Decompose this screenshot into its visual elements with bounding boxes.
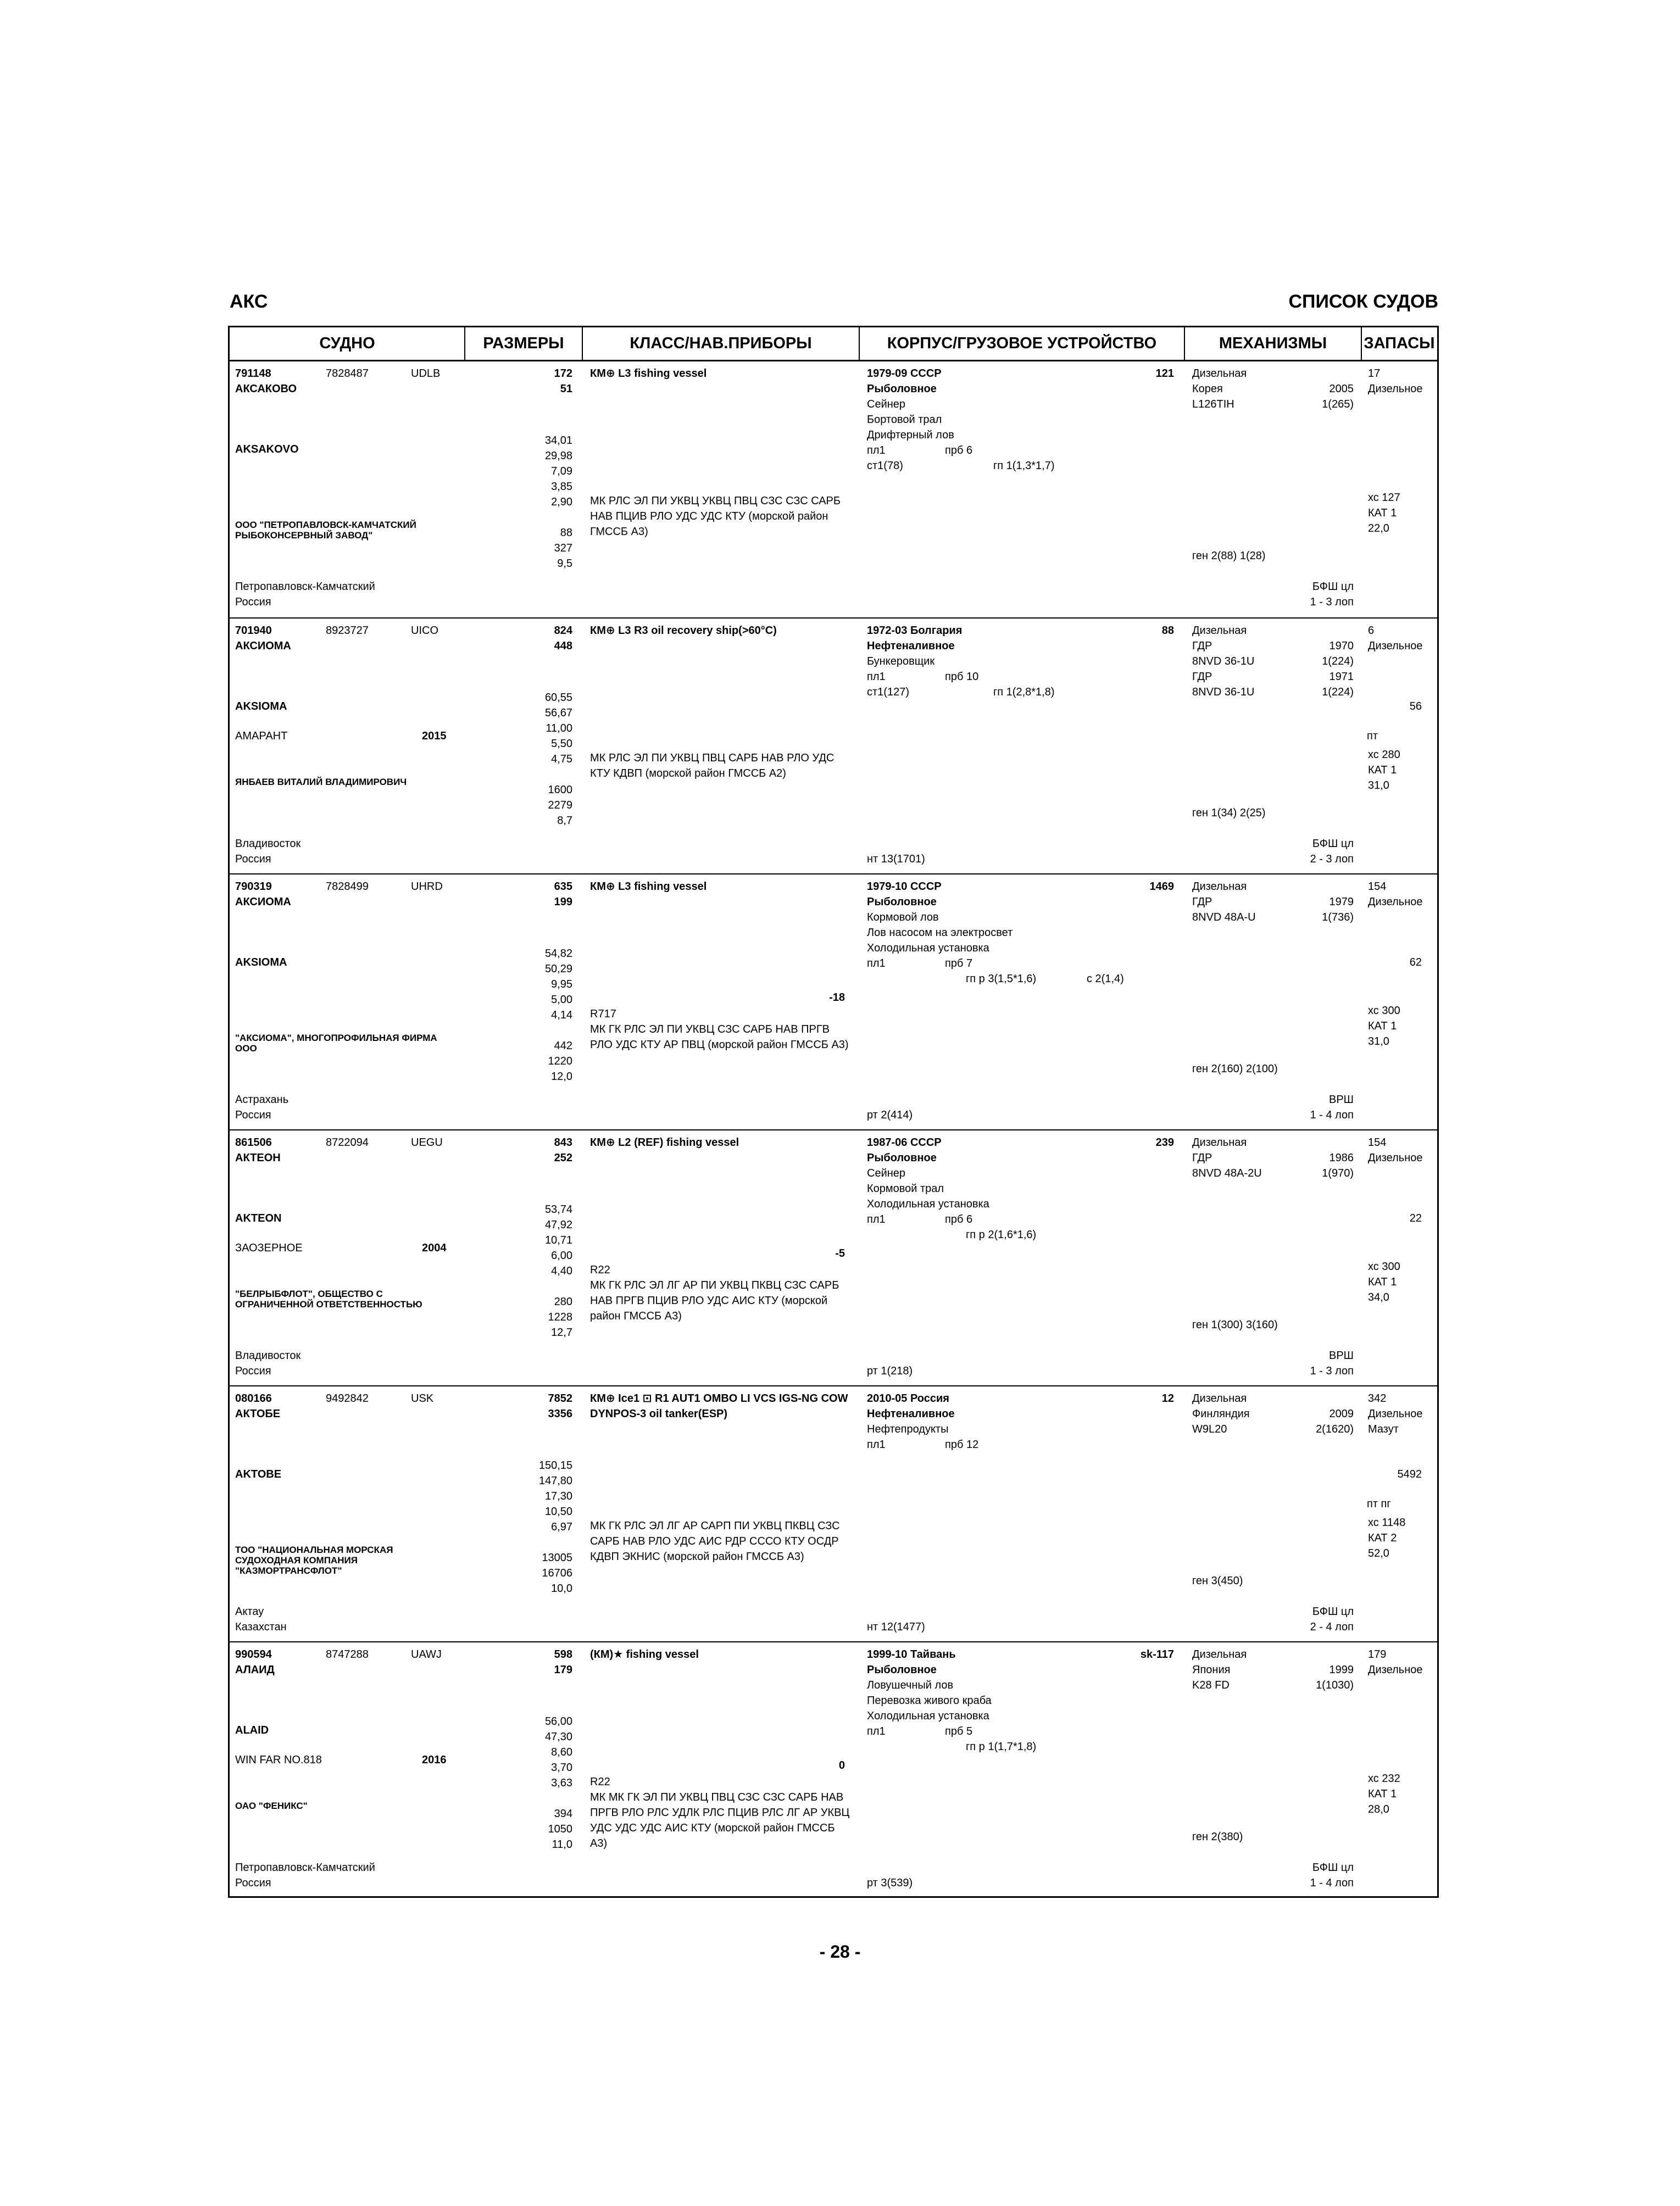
hull-tanks: рт 3(539) (867, 1877, 913, 1889)
hull-cargo-gear: ст1(78) (867, 460, 903, 472)
supplies-class: КАТ 1 (1368, 1020, 1397, 1032)
dimension-value: 2279 (548, 799, 572, 811)
column-divider (1184, 327, 1185, 361)
dimension-value: 9,95 (551, 978, 572, 990)
vessel-owner: ЯНБАЕВ ВИТАЛИЙ ВЛАДИМИРОВИЧ (235, 777, 407, 787)
dimension-value: 598 (554, 1648, 572, 1661)
vessel-reg-number: 701940 (235, 625, 272, 637)
hull-deck: пл1 (867, 444, 886, 456)
hull-type: Холодильная установка (867, 1198, 989, 1210)
hull-bulkheads: прб 5 (945, 1725, 973, 1737)
dimension-value: 51 (560, 383, 572, 395)
class-notation: (КМ)★ fishing vessel (590, 1648, 699, 1661)
vessel-name-latin: AKTOBE (235, 1468, 282, 1480)
machinery-detail: 1970 (1329, 640, 1354, 652)
vessel-record (230, 873, 1437, 1129)
propeller-blades: 1 - 3 лоп (1310, 1365, 1354, 1377)
supplies-fuel: Дизельное (1368, 1152, 1423, 1164)
vessel-country: Россия (235, 1109, 271, 1121)
supplies-class: хс 300 (1368, 1261, 1400, 1273)
build-year-country: 1972-03 Болгария (867, 625, 963, 637)
dimension-value: 56,00 (544, 1715, 572, 1728)
dimension-value: 4,75 (551, 753, 572, 765)
machinery-generators: ген 2(160) 2(100) (1192, 1063, 1278, 1075)
hull-bulkheads: прб 7 (945, 957, 973, 970)
vessel-former-year: 2016 (422, 1754, 447, 1766)
navigation-equipment: МК ГК РЛС ЭЛ ЛГ АР САРП ПИ УКВЦ ПКВЦ СЗС САРБ НАВ РЛО УДС АИС РДР СССО КТУ ОСДР КДВП ЭКНИС (морской район ГМССБ А3) (590, 1520, 840, 1563)
vessel-name: АЛАИД (235, 1664, 275, 1676)
column-header-machinery: МЕХАНИЗМЫ (1184, 327, 1361, 361)
vessel-port: Петропавловск-Камчатский (235, 581, 375, 593)
propeller-type: БФШ цл (1312, 581, 1354, 593)
column-header-dimensions: РАЗМЕРЫ (465, 327, 582, 361)
supplies-value: 154 (1368, 881, 1387, 893)
build-number: sk-117 (1140, 1648, 1174, 1661)
dimension-value: 12,7 (551, 1327, 572, 1339)
supplies-class: КАТ 1 (1368, 1276, 1397, 1288)
propeller-type: ВРШ (1328, 1350, 1354, 1362)
dimension-value: 54,82 (544, 948, 572, 960)
vessel-former-name: ЗАОЗЕРНОЕ (235, 1242, 303, 1254)
dimension-value: 824 (554, 625, 572, 637)
vessel-reg-number: 861506 (235, 1137, 272, 1149)
vessel-imo-number: 7828487 (326, 367, 369, 380)
supplies-class: 52,0 (1368, 1547, 1389, 1559)
hull-type: Рыболовное (867, 1664, 937, 1676)
build-year-country: 2010-05 Россия (867, 1392, 949, 1405)
dimension-value: 13005 (542, 1552, 572, 1564)
machinery-type: Дизельная (1192, 1392, 1247, 1405)
navigation-equipment: МК РЛС ЭЛ ПИ УКВЦ УКВЦ ПВЦ СЗС СЗС САРБ НАВ ПЦИВ РЛО УДС УДС КТУ (морской район ГМССБ А3) (590, 495, 841, 538)
vessel-former-name: WIN FAR NO.818 (235, 1754, 322, 1766)
vessel-owner: "БЕЛРЫБФЛОТ", ОБЩЕСТВО С ОГРАНИЧЕННОЙ ОТВЕТСТВЕННОСТЬЮ (235, 1289, 422, 1310)
machinery-detail: 1(1030) (1316, 1679, 1354, 1691)
propeller-type: БФШ цл (1312, 1606, 1354, 1618)
dimension-value: 1220 (548, 1055, 572, 1067)
dimension-value: 6,97 (551, 1521, 572, 1533)
vessel-record (230, 1385, 1437, 1641)
vessel-port: Петропавловск-Камчатский (235, 1862, 375, 1874)
propeller-blades: 1 - 3 лоп (1310, 596, 1354, 608)
machinery-detail: 8NVD 48A-2U (1192, 1167, 1262, 1179)
class-notation: КМ⊕ Ice1 ⊡ R1 AUT1 OMBO LI VCS IGS-NG COW DYNPOS-3 oil tanker(ESP) (590, 1392, 848, 1420)
hull-hatches: гп 1(1,3*1,7) (993, 460, 1055, 472)
dimension-value: 34,01 (544, 434, 572, 447)
supplies-class: КАТ 1 (1368, 507, 1397, 519)
hull-hatches: гп р 2(1,6*1,6) (966, 1229, 1037, 1241)
supplies-fuel: Дизельное (1368, 1408, 1423, 1420)
dimension-value: 3,63 (551, 1777, 572, 1789)
vessel-port: Владивосток (235, 1350, 301, 1362)
machinery-detail: 1979 (1329, 896, 1354, 908)
dimension-value: 88 (560, 527, 572, 539)
navigation-equipment: МК РЛС ЭЛ ПИ УКВЦ ПВЦ САРБ НАВ РЛО УДС КТУ КДВП (морской район ГМССБ А2) (590, 752, 835, 779)
build-year-country: 1979-10 СССР (867, 881, 942, 893)
supplies-class: КАТ 1 (1368, 1788, 1397, 1800)
machinery-detail: Корея (1192, 383, 1223, 395)
supplies-class: 28,0 (1368, 1803, 1389, 1815)
vessel-record (230, 361, 1437, 617)
machinery-detail: Япония (1192, 1664, 1231, 1676)
machinery-detail: 2005 (1329, 383, 1354, 395)
build-year-country: 1987-06 СССР (867, 1137, 942, 1149)
dimension-value: 442 (554, 1040, 572, 1052)
dimension-value: 150,15 (538, 1459, 572, 1472)
vessel-callsign: UDLB (411, 367, 441, 380)
hull-type: Дрифтерный лов (867, 429, 954, 441)
dimension-value: 29,98 (544, 450, 572, 462)
hull-bulkheads: прб 6 (945, 444, 973, 456)
machinery-detail: 1971 (1329, 671, 1354, 683)
hull-type: Перевозка живого краба (867, 1695, 992, 1707)
machinery-generators: ген 1(34) 2(25) (1192, 807, 1266, 819)
vessel-country: Россия (235, 596, 271, 608)
propeller-blades: 2 - 4 лоп (1310, 1621, 1354, 1633)
column-divider (464, 327, 465, 361)
column-divider (582, 327, 583, 361)
vessel-imo-number: 9492842 (326, 1392, 369, 1405)
draft-mark: -18 (829, 991, 845, 1004)
machinery-detail: 1(970) (1322, 1167, 1354, 1179)
machinery-detail: 8NVD 36-1U (1192, 686, 1255, 698)
dimension-value: 179 (554, 1664, 572, 1676)
machinery-detail: 2009 (1329, 1408, 1354, 1420)
supplies-value: 5492 (1397, 1468, 1422, 1480)
supplies-class: КАТ 2 (1368, 1532, 1397, 1544)
supplies-class: хс 232 (1368, 1773, 1400, 1785)
hull-hatches: гп 1(2,8*1,8) (993, 686, 1055, 698)
supplies-class: 22,0 (1368, 522, 1389, 534)
vessel-callsign: UAWJ (411, 1648, 442, 1661)
vessel-name: АКСИОМА (235, 640, 291, 652)
vessel-country: Россия (235, 1365, 271, 1377)
hull-bulkheads: прб 12 (945, 1439, 979, 1451)
build-number: 239 (1155, 1137, 1174, 1149)
hull-type: Кормовой трал (867, 1183, 944, 1195)
dimension-value: 16706 (542, 1567, 572, 1579)
navigation-equipment: МК МК ГК ЭЛ ПИ УКВЦ ПВЦ СЗС СЗС САРБ НАВ ПРГВ РЛО РЛС УДЛК РЛС ПЦИВ РЛС ЛГ АР УКВЦ УДС УДС УДС АИС КТУ (морской район ГМССБ А3) (590, 1791, 850, 1850)
propeller-type: ВРШ (1328, 1094, 1354, 1106)
vessel-name: АКТОБЕ (235, 1408, 281, 1420)
supplies-class: 34,0 (1368, 1291, 1389, 1303)
machinery-detail: 1999 (1329, 1664, 1354, 1676)
dimension-value: 4,14 (551, 1009, 572, 1021)
dimension-value: 60,55 (544, 692, 572, 704)
vessel-reg-number: 791148 (235, 367, 271, 380)
machinery-detail: ГДР (1192, 896, 1212, 908)
machinery-detail: L126TIH (1192, 398, 1234, 410)
dimension-value: 147,80 (538, 1475, 572, 1487)
machinery-detail: ГДР (1192, 1152, 1212, 1164)
supplies-value: 62 (1409, 956, 1422, 968)
vessel-imo-number: 8747288 (326, 1648, 369, 1661)
hull-type: Лов насосом на электросвет (867, 927, 1013, 939)
dimension-value: 1600 (548, 784, 572, 796)
vessel-former-name: АМАРАНТ (235, 730, 288, 742)
machinery-type: Дизельная (1192, 1137, 1247, 1149)
dimension-value: 4,40 (551, 1265, 572, 1277)
dimension-value: 5,50 (551, 738, 572, 750)
dimension-value: 172 (554, 367, 572, 380)
class-note: R22 (590, 1776, 610, 1788)
dimension-value: 6,00 (551, 1250, 572, 1262)
dimension-value: 635 (554, 881, 572, 893)
hull-tanks: нт 13(1701) (867, 853, 925, 865)
dimension-value: 11,00 (546, 722, 572, 734)
vessel-record (230, 1129, 1437, 1385)
machinery-generators: ген 1(300) 3(160) (1192, 1319, 1278, 1331)
hull-deck: пл1 (867, 1439, 886, 1451)
dimension-value: 8,60 (551, 1746, 572, 1758)
dimension-value: 7,09 (551, 465, 572, 477)
class-notation: КМ⊕ L2 (REF) fishing vessel (590, 1137, 739, 1149)
propeller-type: БФШ цл (1312, 838, 1354, 850)
hull-type: Рыболовное (867, 1152, 937, 1164)
dimension-value: 327 (554, 542, 572, 554)
vessel-name-latin: AKSIOMA (235, 700, 287, 712)
hull-tanks: рт 1(218) (867, 1365, 913, 1377)
machinery-detail: 1(265) (1322, 398, 1354, 410)
dimension-value: 448 (554, 640, 572, 652)
dimension-value: 10,50 (544, 1506, 572, 1518)
propeller-blades: 1 - 4 лоп (1310, 1877, 1354, 1889)
dimension-value: 47,30 (544, 1731, 572, 1743)
page-header-right: СПИСОК СУДОВ (1288, 291, 1438, 312)
hull-tanks: рт 2(414) (867, 1109, 913, 1121)
machinery-generators: ген 2(380) (1192, 1831, 1243, 1843)
vessel-imo-number: 8722094 (326, 1137, 369, 1149)
machinery-detail: 1(224) (1322, 655, 1354, 667)
build-number: 1469 (1149, 881, 1174, 893)
machinery-detail: 1(736) (1322, 911, 1354, 923)
machinery-detail: 1(224) (1322, 686, 1354, 698)
hull-type: Кормовой лов (867, 911, 939, 923)
propeller-blades: 1 - 4 лоп (1310, 1109, 1354, 1121)
supplies-class: хс 127 (1368, 492, 1400, 504)
class-note: R717 (590, 1008, 616, 1020)
hull-type: Ловушечный лов (867, 1679, 954, 1691)
supplies-value: 6 (1368, 625, 1375, 637)
machinery-type: Дизельная (1192, 881, 1247, 893)
supplies-fuel: Дизельное (1368, 383, 1423, 395)
vessel-owner: ОАО "ФЕНИКС" (235, 1801, 308, 1811)
dimension-value: 9,5 (557, 558, 572, 570)
supplies-value: 17 (1368, 367, 1381, 380)
dimension-value: 3,85 (551, 481, 572, 493)
dimension-value: 3356 (548, 1408, 572, 1420)
dimension-value: 56,67 (544, 707, 572, 719)
hull-hatches: гп р 3(1,5*1,6) (966, 973, 1037, 985)
vessel-imo-number: 8923727 (326, 625, 369, 637)
vessel-name-latin: ALAID (235, 1724, 269, 1736)
class-notation: КМ⊕ L3 R3 oil recovery ship(>60°C) (590, 625, 777, 637)
machinery-generators: ген 3(450) (1192, 1575, 1243, 1587)
machinery-type: Дизельная (1192, 1648, 1247, 1661)
hull-type: Нефтеналивное (867, 1408, 955, 1420)
supplies-class: хс 300 (1368, 1005, 1400, 1017)
hull-type: Нефтепродукты (867, 1423, 949, 1435)
vessel-country: Россия (235, 1877, 271, 1889)
dimension-value: 1050 (548, 1823, 572, 1835)
build-number: 121 (1155, 367, 1174, 380)
vessel-port: Владивосток (235, 838, 301, 850)
draft-mark: 0 (838, 1759, 845, 1772)
supplies-class: 31,0 (1368, 1035, 1389, 1048)
hull-type: Рыболовное (867, 896, 937, 908)
hull-type: Холодильная установка (867, 942, 989, 954)
supplies-value: 179 (1368, 1648, 1387, 1661)
machinery-detail: K28 FD (1192, 1679, 1230, 1691)
machinery-generators: ген 2(88) 1(28) (1192, 550, 1266, 562)
column-header-hull: КОРПУС/ГРУЗОВОЕ УСТРОЙСТВО (859, 327, 1184, 361)
supplies-fuel: Дизельное (1368, 1664, 1423, 1676)
vessel-record (230, 617, 1437, 873)
hull-cargo-gear: ст1(127) (867, 686, 909, 698)
vessel-owner: ТОО "НАЦИОНАЛЬНАЯ МОРСКАЯ СУДОХОДНАЯ КОМПАНИЯ "КАЗМОРТРАНСФЛОТ" (235, 1545, 393, 1576)
navigation-equipment: МК ГК РЛС ЭЛ ЛГ АР ПИ УКВЦ ПКВЦ СЗС САРБ НАВ ПРГВ ПЦИВ РЛО УДС АИС КТУ (морской район ГМССБ А3) (590, 1279, 839, 1322)
hull-type: Сейнер (867, 1167, 906, 1179)
supplies-fuel: Дизельное (1368, 896, 1423, 908)
machinery-detail: Финляндия (1192, 1408, 1250, 1420)
vessel-country: Казахстан (235, 1621, 287, 1633)
machinery-detail: ГДР (1192, 671, 1212, 683)
build-number: 12 (1161, 1392, 1174, 1405)
supplies-class: хс 1148 (1368, 1517, 1406, 1529)
vessel-callsign: UEGU (411, 1137, 443, 1149)
dimension-value: 1228 (548, 1311, 572, 1323)
vessel-name: АКТЕОН (235, 1152, 281, 1164)
vessel-owner: ООО "ПЕТРОПАВЛОВСК-КАМЧАТСКИЙ РЫБОКОНСЕРВНЫЙ ЗАВОД" (235, 520, 416, 541)
dimension-value: 5,00 (551, 994, 572, 1006)
dimension-value: 12,0 (551, 1071, 572, 1083)
column-header-supplies: ЗАПАСЫ (1361, 327, 1437, 361)
page-number: - 28 - (819, 1942, 861, 1962)
vessel-record (230, 1641, 1437, 1897)
navigation-equipment: МК ГК РЛС ЭЛ ПИ УКВЦ СЗС САРБ НАВ ПРГВ РЛО УДС КТУ АР ПВЦ (морской район ГМССБ А3) (590, 1023, 849, 1051)
vessel-imo-number: 7828499 (326, 881, 369, 893)
dimension-value: 252 (554, 1152, 572, 1164)
vessel-port: Астрахань (235, 1094, 289, 1106)
hull-bulkheads: прб 10 (945, 671, 979, 683)
column-divider (859, 327, 860, 361)
dimension-value: 843 (554, 1137, 572, 1149)
dimension-value: 394 (554, 1808, 572, 1820)
build-year-country: 1999-10 Тайвань (867, 1648, 956, 1661)
vessel-callsign: USK (411, 1392, 434, 1405)
machinery-type: Дизельная (1192, 625, 1247, 637)
hull-bulkheads: прб 6 (945, 1213, 973, 1225)
vessel-port: Актау (235, 1606, 264, 1618)
supplies-value: 56 (1409, 700, 1422, 712)
vessel-former-year: 2015 (422, 730, 447, 742)
supplies-class: КАТ 1 (1368, 764, 1397, 776)
dimension-value: 17,30 (544, 1490, 572, 1502)
class-notation: КМ⊕ L3 fishing vessel (590, 881, 707, 893)
hull-hatches: гп р 1(1,7*1,8) (966, 1741, 1037, 1753)
vessel-name-latin: AKSAKOVO (235, 443, 299, 455)
supplies-fuel: Дизельное (1368, 640, 1423, 652)
build-year-country: 1979-09 СССР (867, 367, 942, 380)
dimension-value: 7852 (548, 1392, 572, 1405)
hull-type: Нефтеналивное (867, 640, 955, 652)
dimension-value: 3,70 (551, 1762, 572, 1774)
machinery-detail: 8NVD 36-1U (1192, 655, 1255, 667)
supplies-value: 154 (1368, 1137, 1387, 1149)
dimension-value: 280 (554, 1296, 572, 1308)
dimension-value: 199 (554, 896, 572, 908)
hull-deck: пл1 (867, 671, 886, 683)
dimension-value: 53,74 (544, 1204, 572, 1216)
hull-deck: пл1 (867, 1725, 886, 1737)
build-number: 88 (1161, 625, 1174, 637)
vessel-reg-number: 990594 (235, 1648, 272, 1661)
hull-tanks: нт 12(1477) (867, 1621, 925, 1633)
dimension-value: 11,0 (552, 1839, 572, 1851)
hull-type: Сейнер (867, 398, 906, 410)
machinery-type: Дизельная (1192, 367, 1247, 380)
dimension-value: 8,7 (557, 815, 572, 827)
hull-type: Бортовой трал (867, 414, 942, 426)
hull-type: Бункеровщик (867, 655, 935, 667)
hull-deck: пл1 (867, 1213, 886, 1225)
supplies-marker: пт пг (1367, 1498, 1391, 1510)
vessel-reg-number: 080166 (235, 1392, 272, 1405)
page-header-left: АКС (230, 291, 268, 312)
supplies-value: 342 (1368, 1392, 1387, 1405)
column-divider (1361, 327, 1362, 361)
vessel-name: АКСИОМА (235, 896, 291, 908)
machinery-detail: 2(1620) (1316, 1423, 1354, 1435)
vessel-table (228, 326, 1439, 1898)
hull-extra: с 2(1,4) (1087, 973, 1124, 985)
hull-type: Рыболовное (867, 383, 937, 395)
vessel-name-latin: AKSIOMA (235, 956, 287, 968)
vessel-owner: "АКСИОМА", МНОГОПРОФИЛЬНАЯ ФИРМА ООО (235, 1033, 437, 1054)
dimension-value: 50,29 (544, 963, 572, 975)
dimension-value: 10,71 (544, 1234, 572, 1246)
vessel-callsign: UHRD (411, 881, 443, 893)
machinery-detail: ГДР (1192, 640, 1212, 652)
machinery-detail: 8NVD 48A-U (1192, 911, 1256, 923)
class-notation: КМ⊕ L3 fishing vessel (590, 367, 707, 380)
hull-type: Холодильная установка (867, 1710, 989, 1722)
vessel-callsign: UICO (411, 625, 438, 637)
hull-deck: пл1 (867, 957, 886, 970)
dimension-value: 10,0 (551, 1583, 572, 1595)
supplies-class: 31,0 (1368, 779, 1389, 792)
vessel-name-latin: AKTEON (235, 1212, 282, 1224)
propeller-type: БФШ цл (1312, 1862, 1354, 1874)
machinery-detail: 1986 (1329, 1152, 1354, 1164)
vessel-country: Россия (235, 853, 271, 865)
dimension-value: 47,92 (544, 1219, 572, 1231)
dimension-value: 2,90 (551, 496, 572, 508)
class-note: R22 (590, 1264, 610, 1276)
supplies-marker: пт (1367, 730, 1378, 742)
draft-mark: -5 (835, 1247, 845, 1260)
vessel-reg-number: 790319 (235, 881, 272, 893)
column-header-class: КЛАСС/НАВ.ПРИБОРЫ (582, 327, 859, 361)
propeller-blades: 2 - 3 лоп (1310, 853, 1354, 865)
machinery-detail: W9L20 (1192, 1423, 1227, 1435)
vessel-name: АКСАКОВО (235, 383, 297, 395)
column-header-vessel: СУДНО (230, 327, 465, 361)
supplies-class: хс 280 (1368, 749, 1400, 761)
supplies-value: 22 (1409, 1212, 1422, 1224)
vessel-former-year: 2004 (422, 1242, 447, 1254)
supplies-fuel: Мазут (1368, 1423, 1399, 1435)
